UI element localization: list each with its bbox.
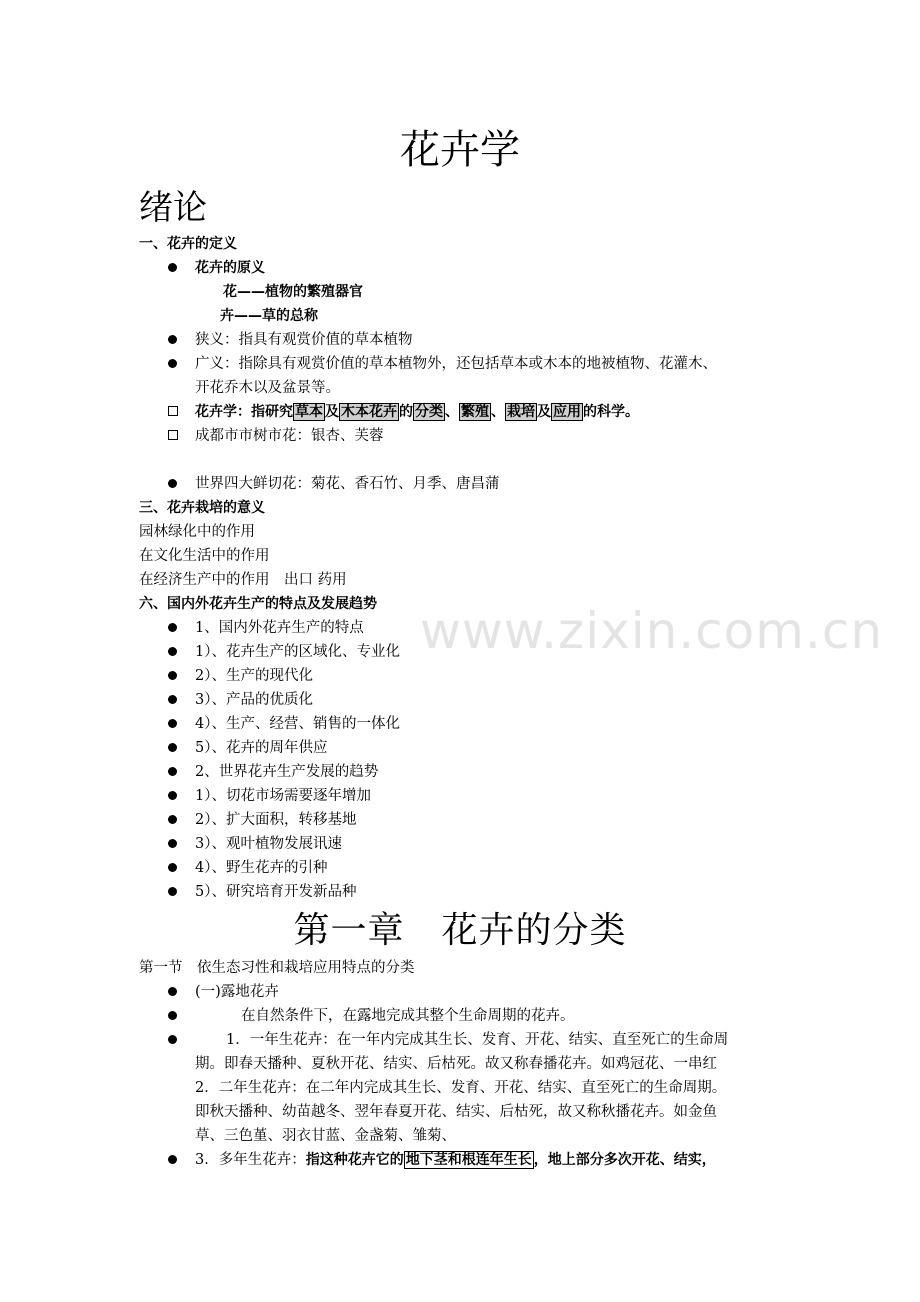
watermark: www.zixin.com.cn (420, 602, 884, 660)
def-sep2: 、 (491, 404, 505, 420)
highlight-application: 应用 (553, 404, 581, 420)
perennial-number: 3．多年生花卉： (195, 1152, 306, 1168)
list-item: 1）、切花市场需要逐年增加 (195, 788, 371, 804)
def-of: 的 (399, 404, 413, 420)
list-item: 5）、花卉的周年供应 (195, 740, 328, 756)
open-field-flowers: (一)露地花卉 (195, 984, 279, 1000)
hua-definition: 花——植物的繁殖器官 (223, 284, 363, 300)
list-item: 4）、生产、经营、销售的一体化 (195, 716, 400, 732)
bullet-icon (168, 743, 177, 752)
bullet-icon (168, 695, 177, 704)
list-item: 2）、生产的现代化 (195, 668, 313, 684)
bullet-icon (168, 815, 177, 824)
list-item: 在经济生产中的作用 出口 药用 (139, 572, 347, 588)
narrow-definition: 狭义：指具有观赏价值的草本植物 (195, 332, 413, 348)
list-item: 3）、观叶植物发展讯速 (195, 836, 342, 852)
original-meaning-label: 花卉的原义 (195, 260, 265, 276)
cut-flowers: 世界四大鲜切花：菊花、香石竹、月季、唐昌蒲 (195, 476, 500, 492)
def-prefix: 花卉学：指研究 (195, 404, 293, 420)
list-item: 园林绿化中的作用 (139, 524, 255, 540)
checkbox-square-icon (168, 430, 178, 440)
highlight-woody-flowers: 木本花卉 (341, 404, 397, 420)
def-suffix: 的科学。 (583, 404, 639, 420)
bullet-icon (168, 647, 177, 656)
biennial-line1: 2．二年生花卉：在二年内完成其生长、发育、开花、结实、直至死亡的生命周期。 (195, 1080, 727, 1096)
perennial-boxed-text: 地下茎和根连年生长 (405, 1152, 532, 1168)
bullet-icon (168, 359, 177, 368)
def-and1: 及 (325, 404, 339, 420)
bullet-icon (168, 987, 177, 996)
highlight-classification: 分类 (415, 404, 443, 420)
list-item: 2、世界花卉生产发展的趋势 (195, 764, 379, 780)
biennial-line2: 即秋天播种、幼苗越冬、翌年春夏开花、结实、后枯死，故又称秋播花卉。如金鱼 (195, 1104, 717, 1120)
bullet-icon (168, 1155, 177, 1164)
bullet-icon (168, 839, 177, 848)
highlight-propagation: 繁殖 (461, 404, 489, 420)
def-sep1: 、 (445, 404, 459, 420)
highlight-cultivation: 栽培 (507, 404, 535, 420)
bullet-icon (168, 623, 177, 632)
document-title: 花卉学 (400, 127, 520, 173)
floriculture-definition (195, 400, 639, 424)
section1-heading: 一、花卉的定义 (139, 236, 237, 252)
section6-heading: 六、国内外花卉生产的特点及发展趋势 (139, 596, 377, 612)
perennial-bold-a: 指这种花卉它的 (305, 1152, 404, 1168)
bullet-icon (168, 479, 177, 488)
intro-heading: 绪论 (139, 188, 207, 228)
list-item: 1、国内外花卉生产的特点 (195, 620, 364, 636)
bullet-icon (168, 791, 177, 800)
bullet-icon (168, 863, 177, 872)
bullet-icon (168, 1011, 177, 1020)
hui-definition: 卉——草的总称 (220, 308, 318, 324)
bullet-icon (168, 887, 177, 896)
checkbox-square-icon (168, 406, 178, 416)
list-item: 1）、花卉生产的区域化、专业化 (195, 644, 400, 660)
bullet-icon (168, 767, 177, 776)
annual-line2: 期。即春天播种、夏秋开花、结实、后枯死。故又称春播花卉。如鸡冠花、一串红 (195, 1056, 717, 1072)
bullet-icon (168, 1035, 177, 1044)
biennial-line3: 草、三色堇、羽衣甘蓝、金盏菊、雏菊、 (195, 1128, 456, 1144)
section1-title: 第一节 依生态习性和栽培应用特点的分类 (139, 960, 415, 976)
broad-definition-line1: 广义：指除具有观赏价值的草本植物外，还包括草本或木本的地被植物、花灌木、 (195, 356, 717, 372)
highlight-herbaceous: 草本 (295, 404, 323, 420)
list-item: 4）、野生花卉的引种 (195, 860, 328, 876)
bullet-icon (168, 335, 177, 344)
broad-definition-line2: 开花乔木以及盆景等。 (195, 380, 340, 396)
annual-line1: 1．一年生花卉：在一年内完成其生长、发育、开花、结实、直至死亡的生命周 (226, 1032, 729, 1048)
perennial-bold-b: ，地上部分多次开花、结实， (533, 1152, 716, 1168)
chapter1-heading: 第一章 花卉的分类 (293, 910, 627, 951)
perennial-line (195, 1148, 716, 1172)
list-item: 2）、扩大面积，转移基地 (195, 812, 357, 828)
bullet-icon (168, 263, 177, 272)
def-and2: 及 (537, 404, 551, 420)
bullet-icon (168, 671, 177, 680)
list-item: 在文化生活中的作用 (139, 548, 270, 564)
section3-heading: 三、花卉栽培的意义 (139, 500, 265, 516)
list-item: 3）、产品的优质化 (195, 692, 313, 708)
bullet-icon (168, 719, 177, 728)
city-flower: 成都市市树市花：银杏、芙蓉 (195, 428, 384, 444)
open-field-definition: 在自然条件下，在露地完成其整个生命周期的花卉。 (241, 1008, 575, 1024)
list-item: 5）、研究培育开发新品种 (195, 884, 357, 900)
